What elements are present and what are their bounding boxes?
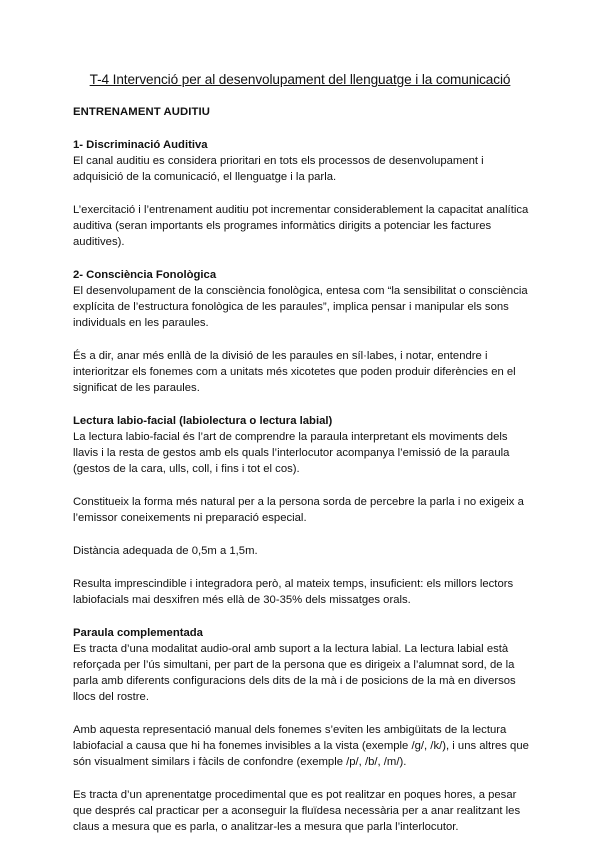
- heading-consciencia-fonologica: 2- Consciència Fonològica: [73, 269, 217, 281]
- paragraph-s3-1: [73, 413, 533, 477]
- text-s4-p1: Es tracta d’una modalitat audio-oral amb suport a la lectura labial. La lectura labial està reforçada per l’ús simultani, per part de la persona que es dirigeix a l’alumnat sord, de la parla amb diferents configuracions dels dits de la mà i de posicions de la mà en diversos llocs del rostre.: [73, 643, 516, 703]
- paragraph-s4-3: Es tracta d’un aprenentatge procedimental que es pot realitzar en poques hores, a pesar que després cal practicar per a aconseguir la fluïdesa necessària per a anar realitzant les claus a mesura que es parla, o analitzar-les a mesura que parla l’interlocutor.: [73, 789, 521, 833]
- paragraph-s3-2: Constitueix la forma més natural per a la persona sorda de percebre la parla i no exigeix a l’emissor coneixements ni preparació especial.: [73, 496, 524, 524]
- heading-lectura-labio-facial: Lectura labio-facial (labiolectura o lectura labial): [73, 415, 333, 427]
- paragraph-s3-4: Resulta imprescindible i integradora però, al mateix temps, insuficient: els millors lectors labiofacials mai desxifren més ellà de 30-35% dels missatges orals.: [73, 578, 514, 606]
- text-s1-p1: El canal auditiu es considera prioritari en tots els processos de desenvolupament i adquisició de la comunicació, el llenguatge i la parla.: [73, 155, 484, 183]
- heading-paraula-complementada: Paraula complementada: [73, 627, 203, 639]
- paragraph-s2-2: És a dir, anar més enllà de la divisió de les paraules en síl·labes, i notar, entendre i interioritzar els fonemes com a unitats més xicotetes que poden produir diferències en el significat de les paraules.: [73, 350, 516, 394]
- text-s2-p1: El desenvolupament de la consciència fonològica, entesa com “la sensibilitat o consciència explícita de l’estructura fonològica de les paraules”, implica pensar i manipular els sons individuals en les paraules.: [73, 285, 528, 329]
- section-title: ENTRENAMENT AUDITIU: [73, 106, 211, 118]
- text-s3-p1: La lectura labio-facial és l’art de comprendre la paraula interpretant els moviments dels llavis i la resta de gestos amb els quals l’interlocutor acompanya l’emissió de la paraula (gestos de la cara, ulls, coll, i fins i tot el cos).: [73, 431, 510, 475]
- paragraph-s2-1: [73, 267, 533, 331]
- paragraph-s4-1: [73, 625, 533, 705]
- paragraph-s3-3: Distància adequada de 0,5m a 1,5m.: [73, 545, 258, 557]
- heading-discriminacio-auditiva: 1- Discriminació Auditiva: [73, 139, 208, 151]
- paragraph-s1-2: L’exercitació i l’entrenament auditiu pot incrementar considerablement la capacitat analítica auditiva (seran importants els programes informàtics dirigits a potenciar les factures auditives).: [73, 204, 529, 248]
- paragraph-s1-1: [73, 137, 533, 185]
- document-body: [73, 104, 533, 852]
- document-title: T-4 Intervenció per al desenvolupament del llenguatge i la comunicació: [89, 72, 511, 87]
- paragraph-s4-2: Amb aquesta representació manual dels fonemes s’eviten les ambigüitats de la lectura labiofacial a causa que hi ha fonemes invisibles a la vista (exemple /g/, /k/), i uns altres que són visualment similars i fàcils de confondre (exemple /p/, /b/, /m/).: [73, 724, 529, 768]
